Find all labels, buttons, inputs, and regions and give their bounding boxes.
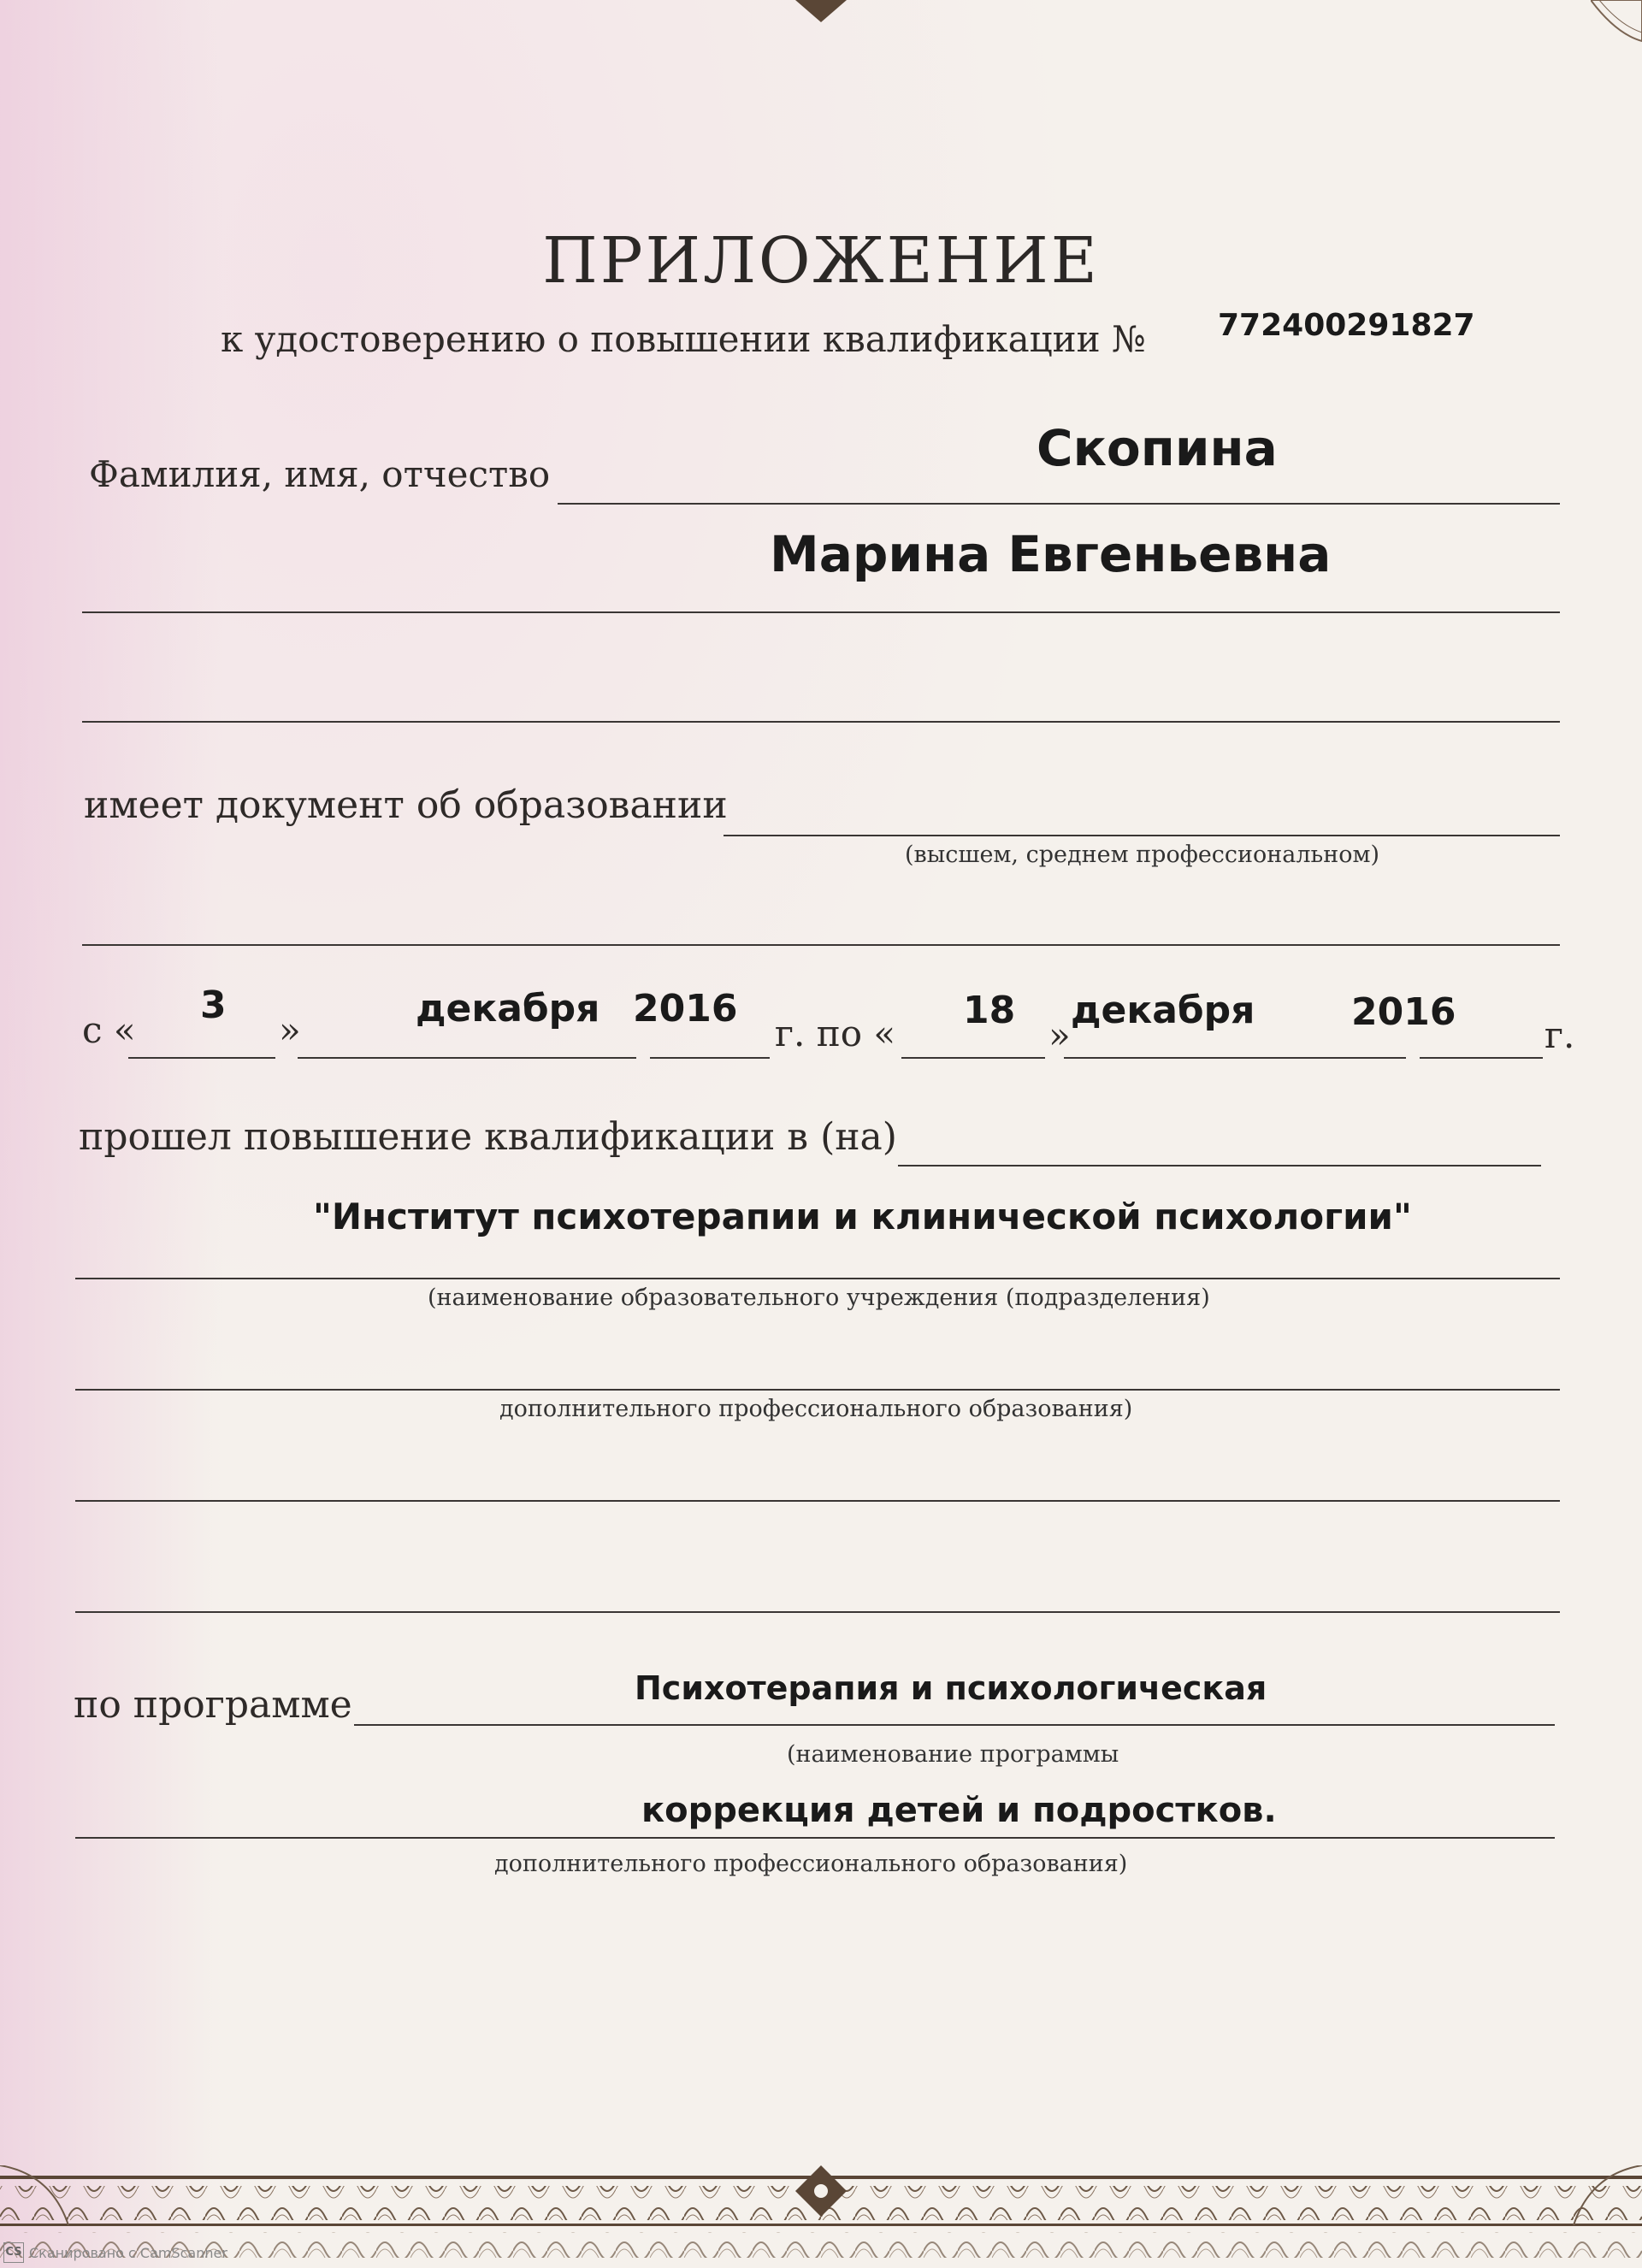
period-suffix: г. — [1545, 1014, 1575, 1056]
from-year-line — [650, 1057, 770, 1059]
institution-hint-1: (наименование образовательного учреждения (подразделения) — [428, 1285, 1210, 1311]
corner-ornament-icon — [1591, 0, 1642, 43]
to-day-line — [901, 1057, 1045, 1059]
period-to-close: » — [1048, 1014, 1071, 1056]
fio-line-3 — [82, 721, 1560, 723]
fio-line-2 — [82, 611, 1560, 613]
to-day: 18 — [963, 989, 1016, 1032]
fio-label: Фамилия, имя, отчество — [89, 453, 551, 495]
program-label: по программе — [74, 1683, 352, 1727]
scanner-text: Сканировано с CamScanner — [29, 2244, 227, 2261]
bottom-border-ornament-icon — [0, 2165, 1642, 2268]
period-from-close: » — [279, 1009, 301, 1051]
program-name-line-2: коррекция детей и подростков. — [641, 1791, 1277, 1830]
from-day: 3 — [200, 983, 227, 1027]
period-from-prefix: с « — [82, 1009, 136, 1051]
top-ornament-icon — [795, 0, 847, 26]
fio-line-1 — [558, 503, 1560, 505]
page-title: ПРИЛОЖЕНИЕ — [542, 224, 1100, 298]
from-day-line — [128, 1057, 275, 1059]
institution-hint-2: дополнительного профессионального образования) — [499, 1396, 1133, 1422]
education-hint: (высшем, среднем профессиональном) — [905, 842, 1380, 868]
passed-line — [898, 1165, 1541, 1166]
institution-line-3 — [75, 1500, 1560, 1502]
program-line-1 — [354, 1724, 1555, 1726]
institution-name: "Институт психотерапии и клинической психологии" — [313, 1196, 1412, 1237]
passed-label: прошел повышение квалификации в (на) — [79, 1115, 897, 1159]
surname: Скопина — [1037, 419, 1278, 477]
subtitle: к удостоверению о повышении квалификации № — [221, 318, 1146, 360]
education-label: имеет документ об образовании — [84, 783, 728, 827]
institution-line-4 — [75, 1611, 1560, 1613]
education-line-2 — [82, 944, 1560, 946]
institution-line-2 — [75, 1389, 1560, 1391]
to-year-line — [1420, 1057, 1543, 1059]
program-line-2 — [75, 1837, 1555, 1839]
certificate-number: 772400291827 — [1218, 308, 1475, 343]
program-name-line-1: Психотерапия и психологическая — [635, 1669, 1267, 1707]
to-month-line — [1064, 1057, 1406, 1059]
institution-line-1 — [75, 1278, 1560, 1279]
from-month: декабря — [416, 987, 600, 1031]
name-patronymic: Марина Евгеньевна — [770, 525, 1332, 583]
to-year: 2016 — [1351, 990, 1456, 1034]
from-month-line — [298, 1057, 636, 1059]
to-month: декабря — [1071, 989, 1255, 1032]
program-hint-2: дополнительного профессионального образования) — [494, 1851, 1128, 1877]
scanner-watermark — [3, 2242, 227, 2263]
camscanner-logo-icon: CS — [3, 2242, 24, 2263]
period-middle: г. по « — [775, 1013, 896, 1054]
program-hint-1: (наименование программы — [787, 1741, 1119, 1768]
from-year: 2016 — [633, 987, 738, 1031]
education-line-1 — [724, 835, 1560, 836]
